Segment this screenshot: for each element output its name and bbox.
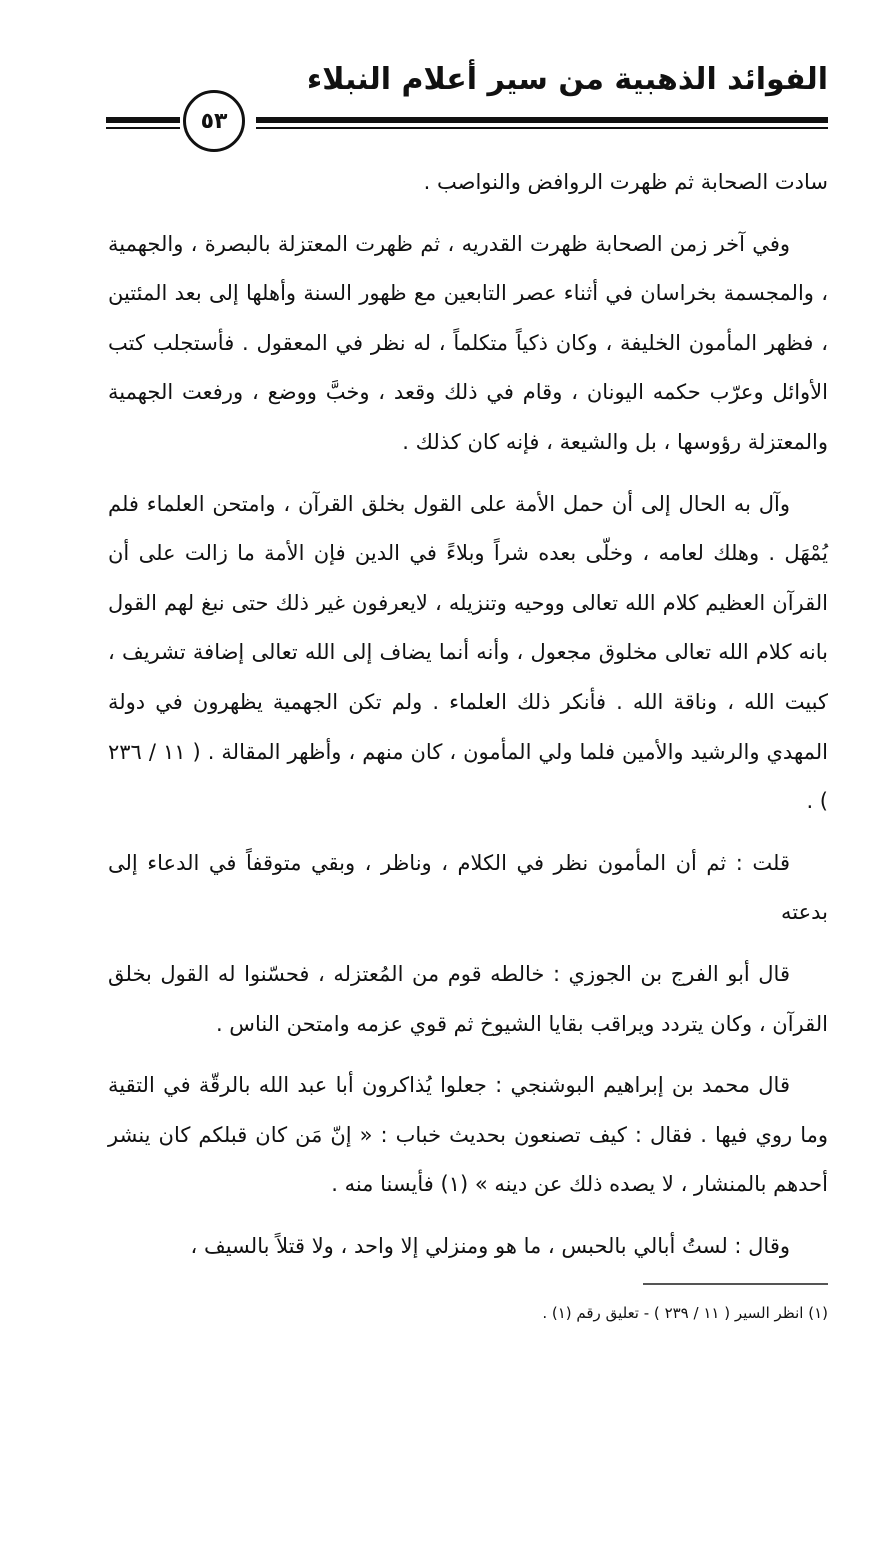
paragraph: قال محمد بن إبراهيم البوشنجي : جعلوا يُذاكرون أبا عبد الله بالرقّة في التقية وما روي فيها . فقال : كيف تصنعون بحديث خباب : « إنّ مَن كان قبلكم كان ينشر أحدهم بالمنشار ، لا يصده ذلك عن دينه » (١) فأيسنا منه . — [108, 1073, 828, 1197]
header-rule-thin-right — [256, 127, 828, 129]
paragraph: قلت : ثم أن المأمون نظر في الكلام ، وناظر ، وبقي متوقفاً في الدعاء إلى بدعته — [108, 850, 828, 925]
paragraph: قال أبو الفرج بن الجوزي : خالطه قوم من المُعتزله ، فحسّنوا له القول بخلق القرآن ، وكان يتردد ويراقب بقايا الشيوخ ثم قوي عزمه وامتحن الناس . — [108, 961, 828, 1036]
paragraph: وآل به الحال إلى أن حمل الأمة على القول بخلق القرآن ، وامتحن العلماء فلم يُمْهَل . وهلك لعامه ، وخلّى بعده شراً وبلاءً في الدين فإن الأمة ما زالت على أن القرآن العظيم كلام الله تعالى ووحيه وتنزيله ، لايعرفون غير ذلك حتى نبغ لهم القول بانه كلام الله تعالى مخلوق مجعول ، وأنه أنما يضاف إلى الله تعالى إضافة تشريف ، كبيت الله ، وناقة الله . فأنكر ذلك العلماء . ولم تكن الجهمية يظهرون في دولة المهدي والرشيد والأمين فلما ولي المأمون ، كان منهم ، وأظهر المقالة . ( ١١ / ٢٣٦ ) . — [108, 491, 828, 814]
header-rule-thick-right — [256, 117, 828, 123]
header-rule-thick-left — [106, 117, 180, 123]
page-number: ٥٣ — [200, 108, 228, 134]
footnote: (١) انظر السير ( ١١ / ٢٣٩ ) - تعليق رقم (١) . — [542, 1304, 828, 1322]
header-rule-thin-left — [106, 127, 180, 129]
paragraph: سادت الصحابة ثم ظهرت الروافض والنواصب . — [423, 170, 828, 194]
paragraph: وفي آخر زمن الصحابة ظهرت القدريه ، ثم ظهرت المعتزلة بالبصرة ، والجهمية ، والمجسمة بخراسان في أثناء عصر التابعين مع ظهور السنة وأهلها إلى بعد المئتين ، فظهر المأمون الخليفة ، وكان ذكياً متكلماً ، له نظر في المعقول . فأستجلب كتب الأوائل وعرّب حكمه اليونان ، وقام في ذلك وقعد ، وخبَّ ووضع ، ورفعت الجهمية والمعتزلة رؤوسها ، بل والشيعة ، فإنه كان كذلك . — [108, 231, 828, 454]
paragraph: وقال : لستُ أبالي بالحبس ، ما هو ومنزلي إلا واحد ، ولا قتلاً بالسيف ، — [190, 1233, 790, 1258]
page-number-badge — [183, 90, 245, 152]
running-header-title: الفوائد الذهبية من سير أعلام النبلاء — [306, 62, 828, 97]
footnote-separator — [643, 1283, 828, 1285]
main-text — [108, 158, 828, 1283]
